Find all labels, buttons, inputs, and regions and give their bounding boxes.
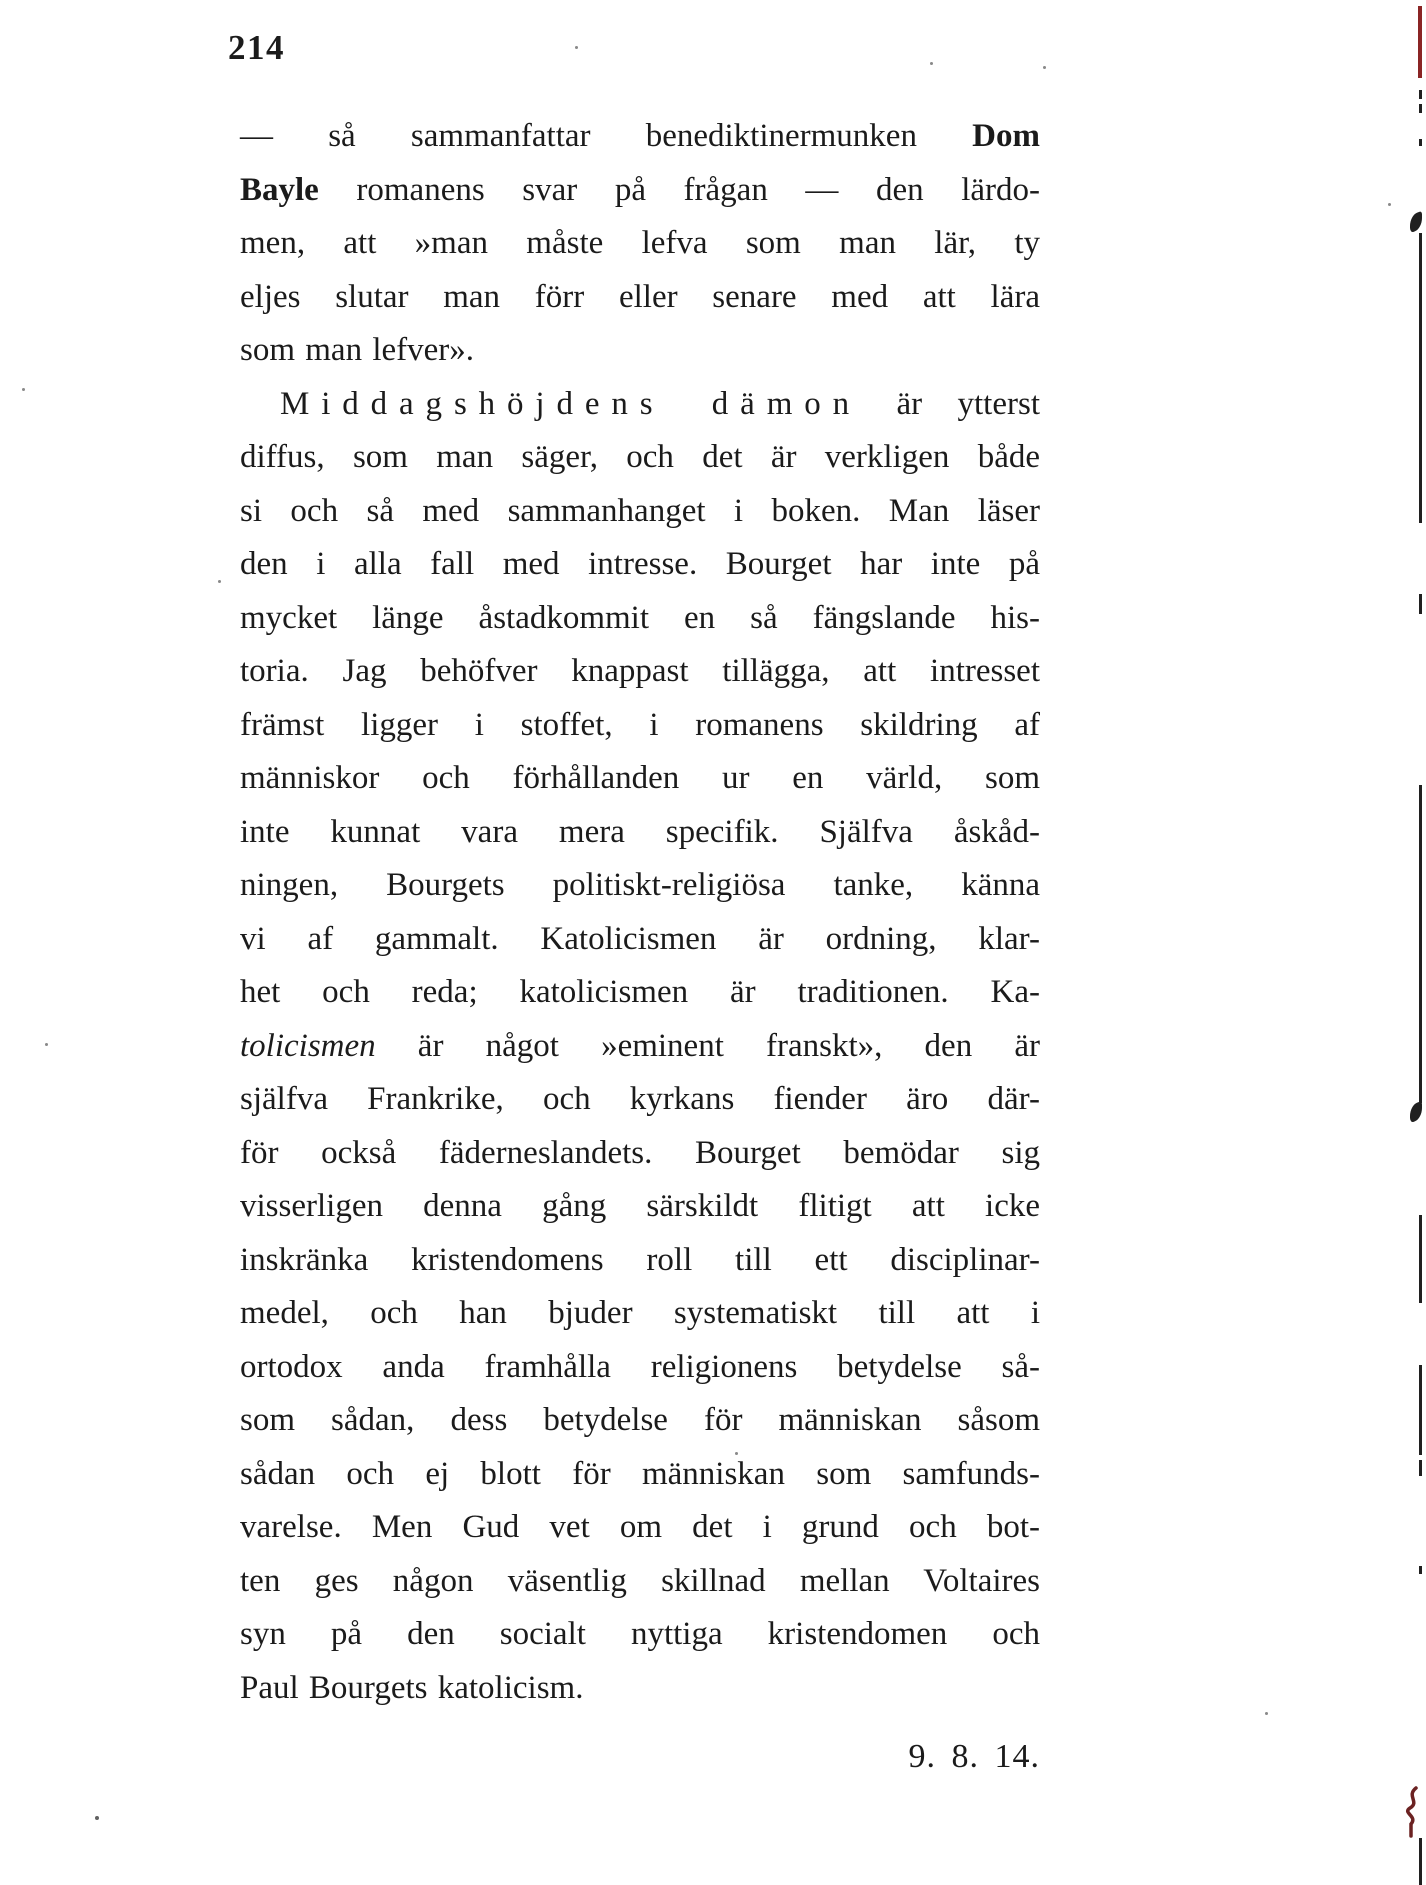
body-text (240, 110, 1040, 1715)
text-line (240, 1341, 1040, 1395)
text-line (240, 110, 1040, 164)
text-run: för också fäderneslandets. Bourget bemödar sig (240, 1134, 1040, 1171)
text-line (240, 1394, 1040, 1448)
text-line (240, 1127, 1040, 1181)
text-run: romanens svar på frågan — den lärdo- (318, 171, 1040, 208)
text-line (240, 164, 1040, 218)
scan-edge-squiggle (1398, 1786, 1424, 1838)
text-run: visserligen denna gång särskildt flitigt att icke (240, 1188, 1040, 1224)
page-number: 214 (228, 28, 285, 67)
text-line (240, 538, 1040, 592)
text-line (240, 1287, 1040, 1341)
noise-dot (930, 62, 933, 65)
text-line (240, 752, 1040, 806)
text-run: toria. Jag behöfver knappast tillägga, att intresset (240, 653, 1040, 689)
scan-edge-line-segment (1419, 1566, 1422, 1574)
date-signature: 9. 8. 14. (908, 1738, 1040, 1775)
text-run: syn på den socialt nyttiga kristendomen och (240, 1616, 1040, 1652)
noise-dot (735, 1452, 738, 1455)
text-line (240, 913, 1040, 967)
text-run: tolicismen (240, 1027, 376, 1064)
text-run: den i alla fall med intresse. Bourget har inte på (240, 546, 1040, 582)
text-line (240, 1073, 1040, 1127)
text-run: het och reda; katolicismen är traditionen. Ka- (240, 974, 1040, 1010)
text-line (240, 378, 1040, 432)
noise-dot (45, 1043, 48, 1046)
text-run: diffus, som man säger, och det är verkligen både (240, 439, 1040, 475)
text-line (240, 1020, 1040, 1074)
text-line (240, 966, 1040, 1020)
text-run: varelse. Men Gud vet om det i grund och bot- (240, 1509, 1040, 1545)
scan-edge-line-segment (1419, 1460, 1422, 1476)
text-run: är något »eminent franskt», den är (375, 1027, 1040, 1064)
scan-edge-line-segment (1419, 233, 1422, 523)
text-run: främst ligger i stoffet, i romanens skildring af (240, 706, 1040, 743)
text-line (240, 217, 1040, 271)
scan-edge-line-segment (1419, 785, 1422, 1103)
text-line (240, 699, 1040, 753)
text-run: medel, och han bjuder systematiskt till att i (240, 1295, 1040, 1331)
text-run: som sådan, dess betydelse för människan såsom (240, 1402, 1040, 1438)
noise-dot (1388, 203, 1391, 206)
text-line (240, 324, 1040, 378)
text-run: själfva Frankrike, och kyrkans fiender äro där- (240, 1081, 1040, 1117)
text-run: mycket länge åstadkommit en så fängslande his- (240, 599, 1040, 636)
scan-edge-line-segment (1419, 90, 1422, 99)
text-run: Dom (972, 118, 1040, 154)
noise-dot (95, 1816, 99, 1820)
scan-edge-line-segment (1419, 1838, 1422, 1885)
text-line (240, 431, 1040, 485)
text-line (240, 485, 1040, 539)
text-run: eljes slutar man förr eller senare med att lära (240, 278, 1040, 315)
text-line (240, 1501, 1040, 1555)
scan-edge-line-segment (1419, 1215, 1422, 1303)
text-run: Middagshöjdens dämon (280, 385, 862, 422)
text-line (240, 1448, 1040, 1502)
scan-edge-blot (1410, 1101, 1422, 1123)
text-run: är ytterst (861, 385, 1041, 422)
text-run: vi af gammalt. Katolicismen är ordning, klar- (240, 920, 1040, 957)
text-run: — så sammanfattar benediktinermunken (240, 118, 973, 154)
noise-dot (1265, 1712, 1268, 1715)
text-line (240, 1608, 1040, 1662)
text-run: inte kunnat vara mera specifik. Själfva åskåd- (240, 813, 1040, 850)
text-run: sådan och ej blott för människan som samfunds- (240, 1455, 1040, 1492)
text-line (240, 1555, 1040, 1609)
text-line (240, 271, 1040, 325)
text-line (240, 645, 1040, 699)
scan-edge-blot (1410, 211, 1422, 233)
text-line (240, 806, 1040, 860)
text-run: ningen, Bourgets politiskt-religiösa tanke, känna (240, 867, 1040, 903)
scan-edge-line-segment (1419, 104, 1422, 113)
text-run: si och så med sammanhanget i boken. Man läser (240, 492, 1040, 529)
noise-dot (1043, 66, 1046, 69)
scan-edge-line-segment (1419, 1365, 1422, 1455)
text-line (240, 1234, 1040, 1288)
noise-dot (218, 580, 221, 583)
noise-dot (575, 46, 578, 49)
text-run: Bayle (240, 171, 319, 208)
text-line (240, 592, 1040, 646)
scan-edge-line-segment (1418, 6, 1422, 78)
text-run: människor och förhållanden ur en värld, som (240, 760, 1040, 796)
text-line (240, 1662, 1040, 1716)
text-line (240, 859, 1040, 913)
text-run: inskränka kristendomens roll till ett disciplinar- (240, 1241, 1040, 1278)
noise-dot (22, 388, 25, 391)
scan-edge-line-segment (1419, 594, 1422, 614)
text-run: ten ges någon väsentlig skillnad mellan Voltaires (240, 1562, 1040, 1599)
text-run: Paul Bourgets katolicism. (240, 1669, 584, 1706)
text-run: men, att »man måste lefva som man lär, ty (240, 225, 1040, 261)
scan-edge-line-segment (1419, 139, 1422, 146)
text-line (240, 1180, 1040, 1234)
text-run: ortodox anda framhålla religionens betydelse så- (240, 1348, 1040, 1385)
text-run: som man lefver». (240, 332, 475, 368)
